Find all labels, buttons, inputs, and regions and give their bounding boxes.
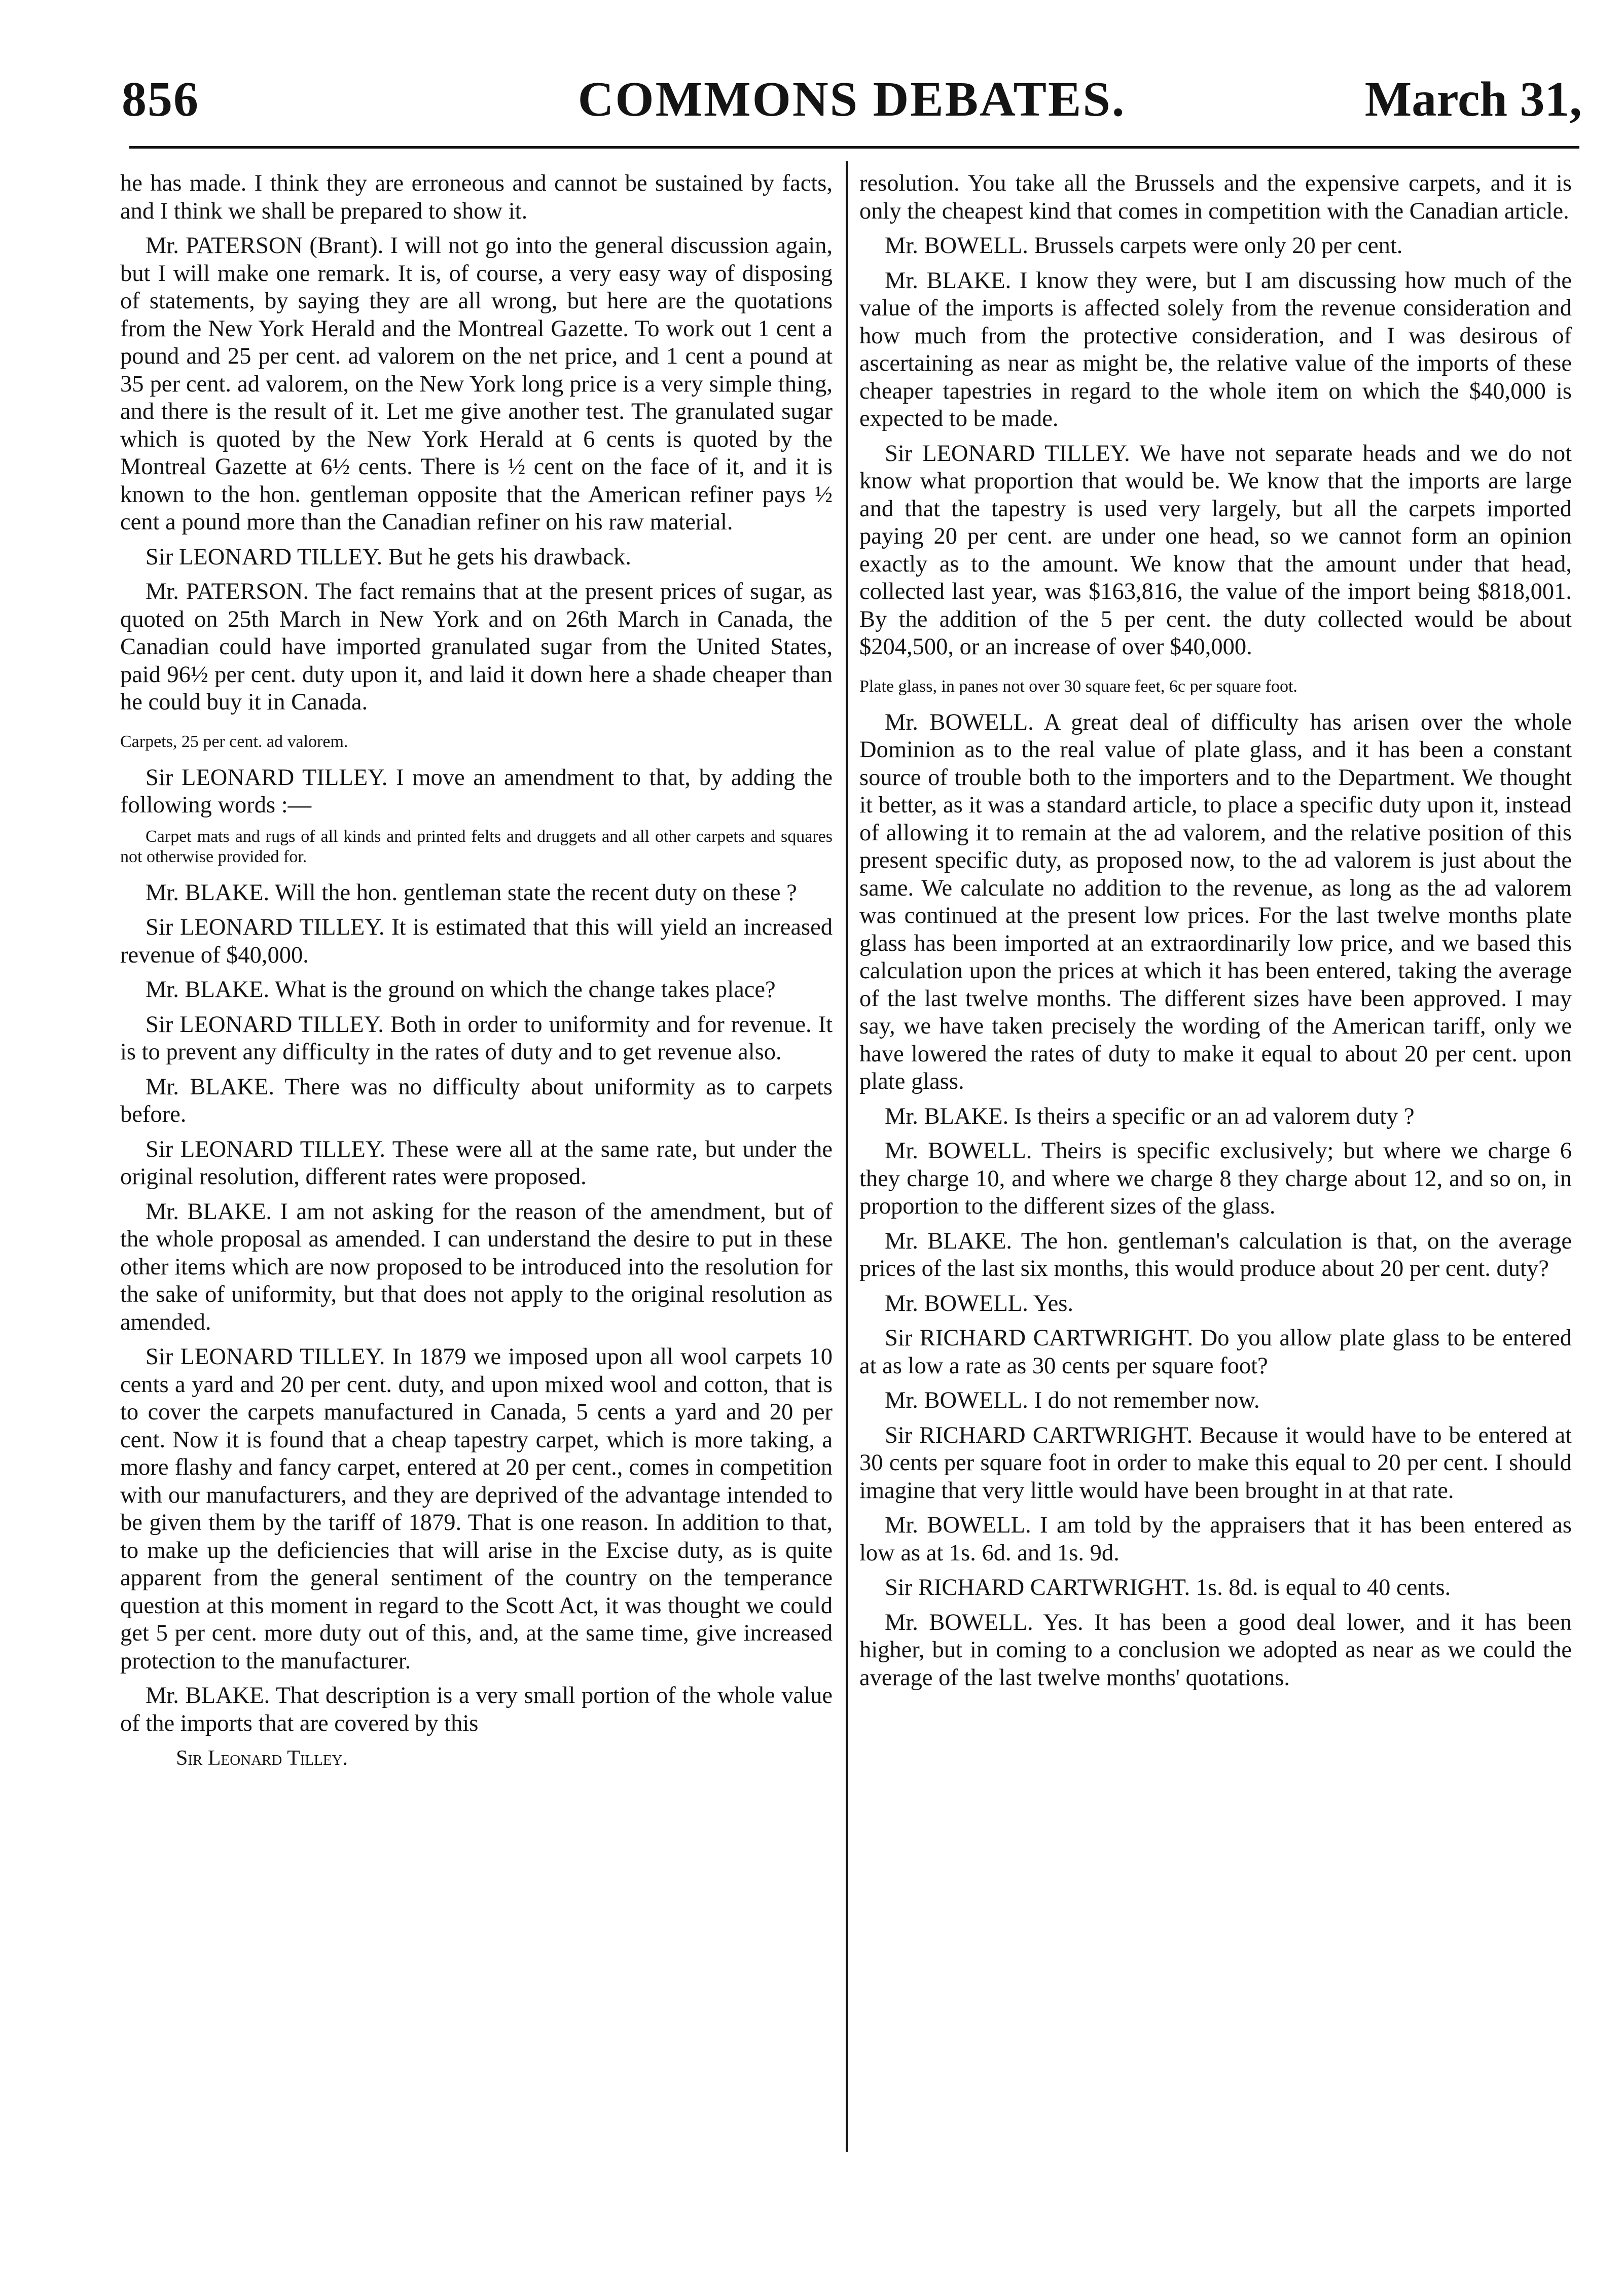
paragraph: Mr. BOWELL. I am told by the appraisers that it has been entered as low as at 1s. 6d. and 1s. 9d. xyxy=(859,1512,1572,1566)
paragraph: Mr. BLAKE. There was no difficulty about uniformity as to carpets before. xyxy=(120,1074,833,1127)
paragraph: Mr. BOWELL. Theirs is specific exclusively; but where we charge 6 they charge 10, and where we charge 8 they charge about 12, and so on, in proportion to the different sizes of the glass. xyxy=(859,1138,1572,1219)
paragraph: Mr. BLAKE. The hon. gentleman's calculation is that, on the average prices of the last six months, this would produce about 20 per cent. duty? xyxy=(859,1228,1572,1282)
tariff-item: Plate glass, in panes not over 30 square feet, 6c per square foot. xyxy=(859,677,1297,696)
paragraph: Sir RICHARD CARTWRIGHT. 1s. 8d. is equal to 40 cents. xyxy=(885,1575,1451,1600)
paragraph: Mr. BLAKE. What is the ground on which the change takes place? xyxy=(146,977,776,1003)
page-title: COMMONS DEBATES. xyxy=(578,72,1126,127)
paragraph: Sir LEONARD TILLEY. These were all at the same rate, but under the original resolution, different rates were proposed. xyxy=(120,1136,833,1190)
left-column xyxy=(120,170,833,1772)
paragraph: Mr. PATERSON. The fact remains that at the present prices of sugar, as quoted on 25th March in New York and on 26th March in Canada, the Canadian could have imported granulated sugar from the United States, paid 96½ per cent. duty upon it, and laid it down here a shade cheaper than he could buy it in Canada. xyxy=(120,579,833,715)
paragraph: Mr. BLAKE. Is theirs a specific or an ad valorem duty ? xyxy=(885,1103,1415,1129)
paragraph: Sir LEONARD TILLEY. But he gets his drawback. xyxy=(146,544,631,570)
paragraph: Sir LEONARD TILLEY. We have not separate heads and we do not know what proportion that would be. We know that the imports are large and that the tapestry is used very largely, but all the carpets imported paying 20 per cent. are under one head, so we cannot form an opinion exactly as to the amount. We know that the amount under that head, collected last year, was $163,816, the value of the import being $818,001. By the addition of the 5 per cent. the duty collected would be about $204,500, or an increase of over $40,000. xyxy=(859,440,1572,660)
page-header xyxy=(122,71,1582,132)
paragraph: he has made. I think they are erroneous and cannot be sustained by facts, and I think we shall be prepared to show it. xyxy=(120,170,833,224)
paragraph: Mr. BOWELL. Brussels carpets were only 20 per cent. xyxy=(885,233,1403,259)
right-column xyxy=(859,170,1572,1699)
paragraph: Sir LEONARD TILLEY. It is estimated that this will yield an increased revenue of $40,000. xyxy=(120,914,833,968)
page-number: 856 xyxy=(122,72,199,127)
paragraph: Sir RICHARD CARTWRIGHT. Because it would have to be entered at 30 cents per square foot in order to make this equal to 20 per cent. I should imagine that very little would have been brought in at that rate. xyxy=(859,1422,1572,1504)
paragraph: Mr. BOWELL. I do not remember now. xyxy=(885,1387,1260,1413)
catchword-text: Sir Leonard Tilley. xyxy=(176,1747,348,1770)
paragraph: resolution. You take all the Brussels and the expensive carpets, and it is only the cheapest kind that comes in competition with the Canadian article. xyxy=(859,170,1572,224)
paragraph: Sir LEONARD TILLEY. Both in order to uniformity and for revenue. It is to prevent any difficulty in the rates of duty and to get revenue also. xyxy=(120,1011,833,1065)
header-rule xyxy=(129,146,1579,149)
column-divider xyxy=(846,161,848,2152)
paragraph: Mr. BLAKE. I know they were, but I am discussing how much of the value of the imports is affected solely from the revenue consideration and how much from the protective consideration, and I was desirous of ascertaining as near as might be, the relative value of the imports of these cheaper tapestries in regard to the whole item on which the $40,000 is expected to be made. xyxy=(859,267,1572,432)
paragraph: Mr. PATERSON (Brant). I will not go into the general discussion again, but I will make one remark. It is, of course, a very easy way of disposing of statements, by saying they are all wrong, but here are the quotations from the New York Herald and the Montreal Gazette. To work out 1 cent a pound and 25 per cent. ad valorem on the net price, and 1 cent a pound at 35 per cent. ad valorem, on the New York long price is a very simple thing, and there is the result of it. Let me give another test. The granulated sugar which is quoted by the New York Herald at 6 cents is quoted by the Montreal Gazette at 6½ cents. There is ½ cent on the face of it, and it is known to the hon. gentleman opposite that the American refiner pays ½ cent a pound more than the Canadian refiner on his raw material. xyxy=(120,233,833,535)
paragraph: Sir LEONARD TILLEY. I move an amendment to that, by adding the following words :— xyxy=(120,764,833,818)
paragraph: Mr. BOWELL. Yes. xyxy=(885,1290,1074,1316)
paragraph: Mr. BOWELL. A great deal of difficulty has arisen over the whole Dominion as to the real value of plate glass, and it has been a constant source of trouble both to the importers and to the Department. We thought it better, as it was a standard article, to place a specific duty upon it, instead of allowing it to remain at the ad valorem, and the relative position of this present specific duty, as proposed now, to the ad valorem is just about the same. We calculate no addition to the revenue, as long as the ad valorem was continued at the present low prices. For the last twelve months plate glass has been imported at an extraordinarily low price, and we based this calculation upon the prices at which it has been entered, taking the average of the last twelve months. The different sizes have been approved. I may say, we have taken precisely the wording of the American tariff, only we have lowered the rates of duty to make it equal to about 20 per cent. upon plate glass. xyxy=(859,709,1572,1094)
tariff-item: Carpets, 25 per cent. ad valorem. xyxy=(120,732,348,751)
catchword xyxy=(120,1745,833,1772)
paragraph: Mr. BLAKE. I am not asking for the reason of the amendment, but of the whole proposal as amended. I can understand the desire to put in these other items which are now proposed to be introduced into the resolution for the sake of uniformity, but that does not apply to the original resolution as amended. xyxy=(120,1198,833,1335)
paragraph: Sir RICHARD CARTWRIGHT. Do you allow plate glass to be entered at as low a rate as 30 cents per square foot? xyxy=(859,1325,1572,1379)
quoted-amendment: Carpet mats and rugs of all kinds and printed felts and druggets and all other carpets and squares not otherwise provided for. xyxy=(120,827,833,866)
paragraph: Mr. BLAKE. Will the hon. gentleman state the recent duty on these ? xyxy=(146,879,797,906)
page-date: March 31, xyxy=(1364,72,1582,127)
paragraph: Sir LEONARD TILLEY. In 1879 we imposed upon all wool carpets 10 cents a yard and 20 per cent. duty, and upon mixed wool and cotton, that is to cover the carpets manufactured in Canada, 5 cents a yard and 20 per cent. Now it is found that a cheap tapestry carpet, which is more taking, a more flashy and fancy carpet, entered at 20 per cent., comes in competition with our manufacturers, and they are deprived of the advantage intended to be given them by the tariff of 1879. That is one reason. In addition to that, to make up the deficiencies that will arise in the Excise duty, as is quite apparent from the general sentiment of the country on the temperance question at this moment in regard to the Scott Act, it was thought we could get 5 per cent. more duty out of this, and, at the same time, give increased protection to the manufacturer. xyxy=(120,1344,833,1674)
paragraph: Mr. BOWELL. Yes. It has been a good deal lower, and it has been higher, but in coming to a conclusion we adopted as near as we could the average of the last twelve months' quotations. xyxy=(859,1609,1572,1691)
paragraph: Mr. BLAKE. That description is a very small portion of the whole value of the imports that are covered by this xyxy=(120,1683,833,1736)
